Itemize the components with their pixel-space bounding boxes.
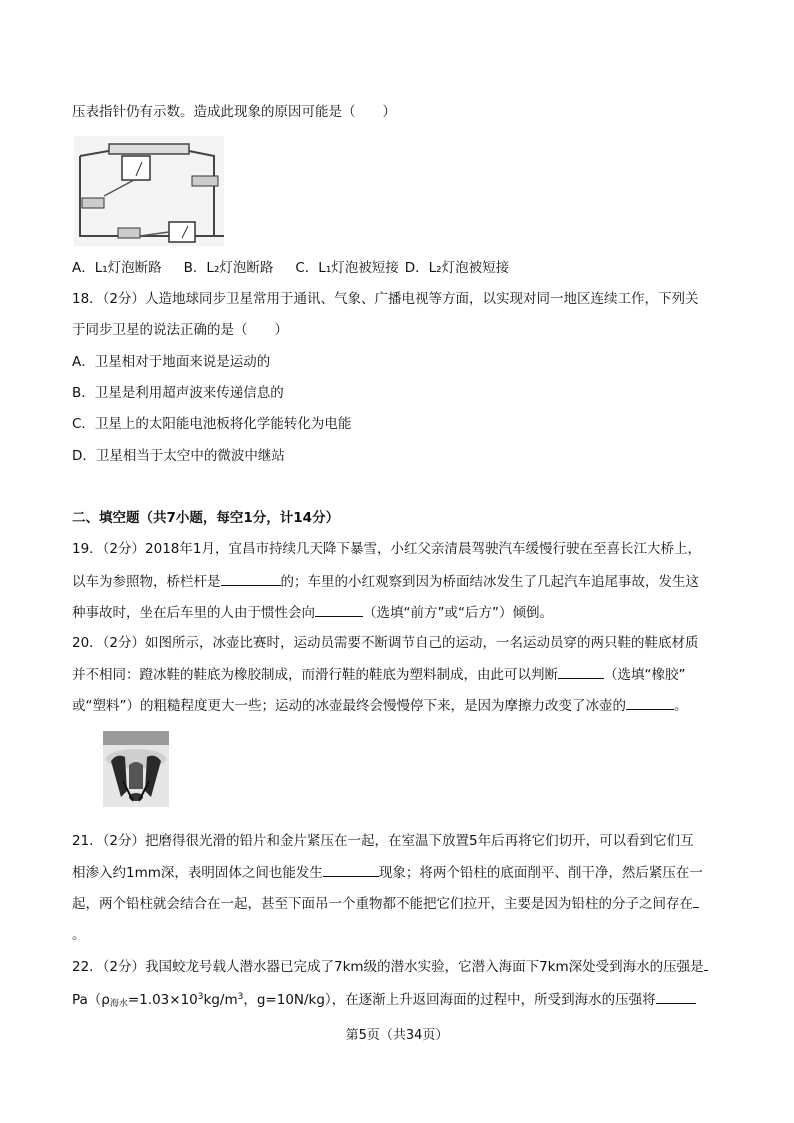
- q21-text-3: 起，两个铅柱就会结合在一起，甚至下面吊一个重物都不能把它们拉开，主要是因为铅柱的分子之间存在: [72, 896, 693, 912]
- q19-text-3a: 种事故时，坐在后车里的人由于惯性会向: [72, 605, 315, 621]
- q19-text-2b: 的；车里的小红观察到因为桥面结冰发生了几起汽车追尾事故，发生这: [280, 574, 699, 590]
- q22-sub-seawater: 海水: [109, 999, 128, 1009]
- bulb-l2-icon: [118, 228, 140, 238]
- q17-option-b: B．L₂灯泡断路: [183, 260, 274, 276]
- q21-text-2b: 现象；将两个铅柱的底面削平、削干净，然后紧压在一: [378, 865, 703, 881]
- circuit-figure: [74, 136, 224, 246]
- q19-blank-1[interactable]: [221, 571, 281, 586]
- q18-option-b: B．卫星是利用超声波来传递信息的: [72, 385, 284, 401]
- q18-line-2: 于同步卫星的说法正确的是（ ）: [72, 322, 288, 338]
- q20-text-2b: （选填“橡胶”: [604, 667, 686, 683]
- q18-option-c: C．卫星上的太阳能电池板将化学能转化为电能: [72, 416, 352, 432]
- q20-text-2a: 并不相同：蹬冰鞋的鞋底为橡胶制成，而滑行鞋的鞋底为塑料制成，由此可以判断: [72, 667, 558, 683]
- q17-options: [72, 258, 509, 278]
- q17-option-a: A．L₁灯泡断路: [72, 260, 162, 276]
- q17-option-d: D．L₂灯泡被短接: [404, 260, 510, 276]
- q20-blank-2[interactable]: [626, 695, 674, 710]
- q19-line-3: [72, 602, 553, 623]
- q22-text-1: 22．（2分）我国蛟龙号载人潜水器已完成了7km级的潜水实验，它潜入海面下7km深处受到海水的压强是: [72, 959, 704, 975]
- q21-blank-1[interactable]: [323, 862, 379, 877]
- circuit-diagram: [74, 136, 224, 246]
- battery-icon: [109, 144, 189, 154]
- q18-line-1: 18．（2分）人造地球同步卫星常用于通讯、气象、广播电视等方面，以实现对同一地区连续工作，下列关: [72, 291, 699, 307]
- q22-text-2d: ，g=10N/kg），在逐渐上升返回海面的过程中，所受到海水的压强将: [243, 992, 656, 1008]
- page-footer: 第5页（共34页）: [345, 1028, 449, 1043]
- q22-sup-2: 3: [237, 992, 244, 1002]
- q20-text-3a: 或“塑料”）的粗糙程度更大一些；运动的冰壶最终会慢慢停下来，是因为摩擦力改变了冰壶的: [72, 698, 626, 714]
- q21-line-4: 。: [72, 927, 86, 943]
- voltmeter-icon: [169, 222, 195, 242]
- q20-line-3: [72, 695, 688, 716]
- q19-text-2a: 以车为参照物，桥栏杆是: [72, 574, 221, 590]
- ammeter-icon: [122, 156, 150, 180]
- q19-line-2: [72, 571, 699, 592]
- q18-option-a: A．卫星相对于地面来说是运动的: [72, 354, 271, 370]
- section-heading: 二、填空题（共7小题，每空1分，计14分）: [72, 510, 340, 526]
- q19-line-1: 19．（2分）2018年1月，宜昌市持续几天降下暴雪，小红父亲清晨驾驶汽车缓慢行驶在至喜长江大桥上，: [72, 541, 701, 557]
- q21-line-3: [72, 893, 699, 914]
- switch-icon: [192, 176, 218, 186]
- q22-text-2b: =1.03×10: [127, 992, 198, 1008]
- q22-blank-1[interactable]: [704, 956, 708, 971]
- q18-option-d: D．卫星相当于太空中的微波中继站: [72, 448, 285, 464]
- q22-blank-2[interactable]: [656, 989, 696, 1004]
- q17-intro: 压表指针仍有示数。造成此现象的原因可能是（ ）: [72, 104, 396, 120]
- q22-text-2c: kg/m: [203, 992, 238, 1008]
- q21-line-2: [72, 862, 703, 883]
- curling-image: [103, 731, 169, 807]
- q21-line-1: 21．（2分）把磨得很光滑的铅片和金片紧压在一起，在室温下放置5年后再将它们切开，可以看到它们互: [72, 833, 694, 849]
- q20-text-3b: 。: [674, 698, 688, 714]
- q20-line-2: [72, 664, 686, 685]
- q19-text-3b: （选填“前方”或“后方”）倾倒。: [363, 605, 553, 621]
- q17-option-c: C．L₁灯泡被短接: [295, 260, 399, 276]
- q19-blank-2[interactable]: [315, 602, 363, 617]
- q21-text-2a: 相渗入约1mm深，表明固体之间也能发生: [72, 865, 323, 881]
- q20-line-1: 20．（2分）如图所示，冰壶比赛时，运动员需要不断调节自己的运动，一名运动员穿的两只鞋的鞋底材质: [72, 635, 699, 651]
- q22-text-2a: Pa（ρ: [72, 992, 110, 1008]
- q22-sup-1: 3: [197, 992, 204, 1002]
- bulb-l1-icon: [82, 198, 104, 208]
- curling-photo: [103, 731, 169, 807]
- q22-line-1: [72, 956, 708, 977]
- q22-line-2: [72, 987, 696, 1014]
- q20-blank-1[interactable]: [558, 664, 604, 679]
- q21-blank-2[interactable]: [693, 893, 699, 908]
